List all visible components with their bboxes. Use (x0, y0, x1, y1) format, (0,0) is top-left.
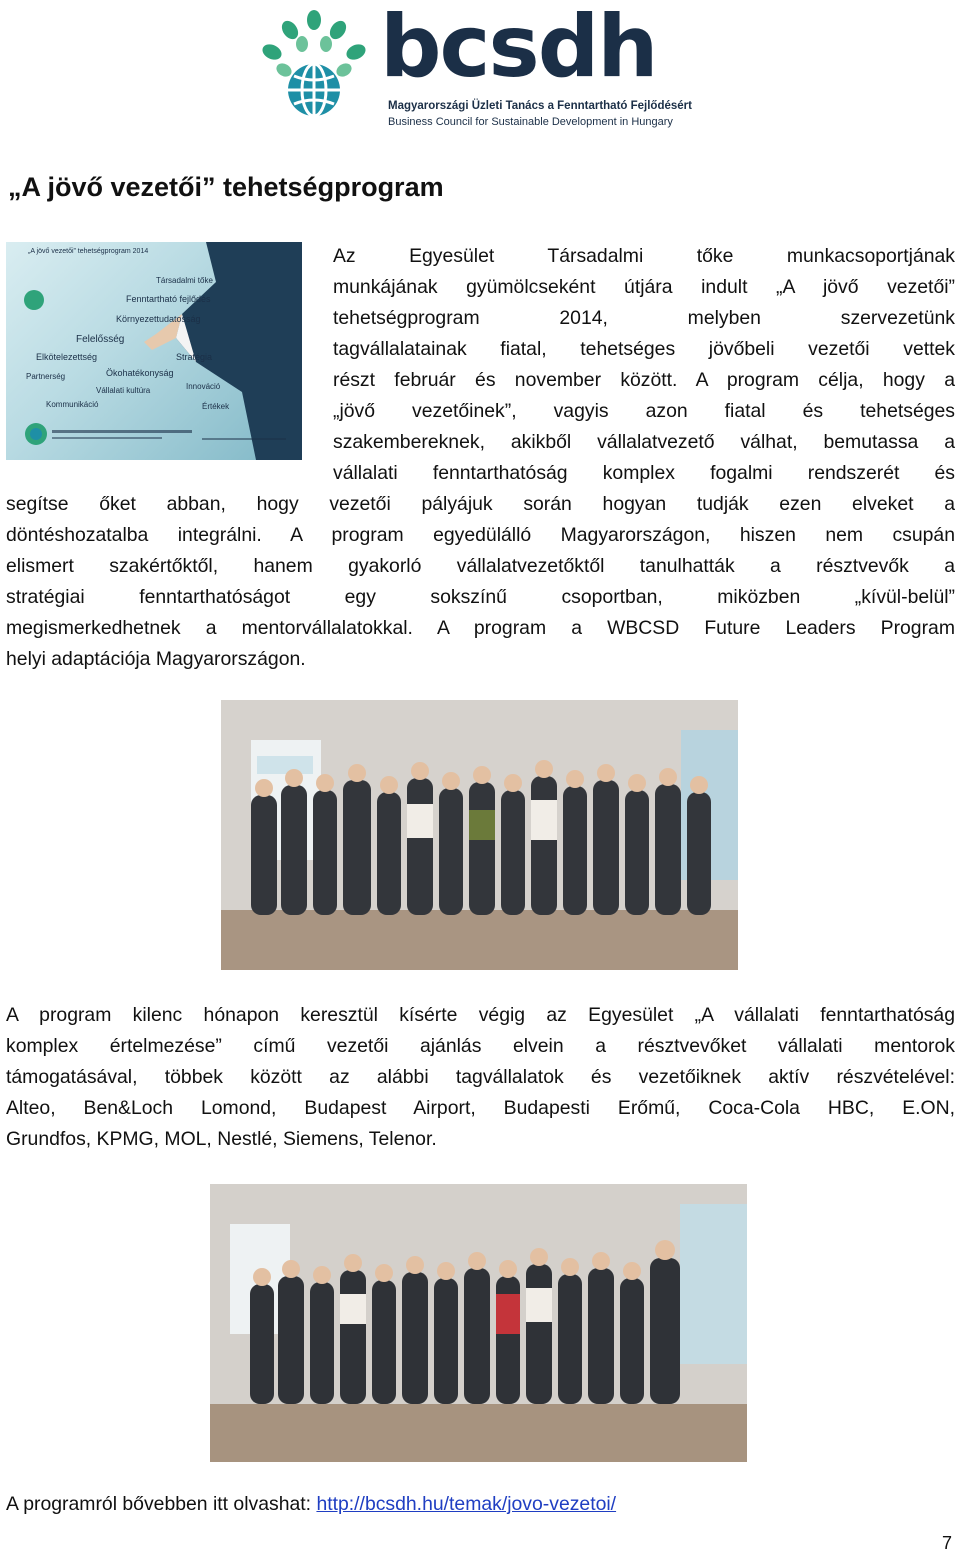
text-line: döntéshozatalba integrálni. A program egyedülálló Magyarországon, hiszen nem csupán (6, 524, 955, 546)
banner-word: Fenntartható fejlődés (126, 294, 211, 304)
banner-word: Társadalmi tőke (156, 276, 213, 285)
text-line: munkájának gyümölcseként útjára indult „A jövő vezetői” (333, 276, 955, 298)
logo-subtitle-en: Business Council for Sustainable Development in Hungary (388, 116, 673, 128)
program-banner-image (6, 242, 302, 460)
text-line: Alteo, Ben&Loch Lomond, Budapest Airport, Budapesti Erőmű, Coca-Cola HBC, E.ON, (6, 1097, 955, 1119)
banner-word: Elkötelezettség (36, 352, 98, 362)
text-line: tehetségprogram 2014, melyben szervezetünk (333, 307, 955, 329)
text-line: Az Egyesület Társadalmi tőke munkacsoportjának (333, 245, 955, 267)
banner-title: „A jövő vezetői” tehetségprogram 2014 (28, 248, 149, 255)
text-line: részt február és november között. A program célja, hogy a (333, 369, 955, 391)
text-line: elismert szakértőktől, hanem gyakorló vállalatvezetőktől tanulhatták a résztvevők a (6, 555, 955, 577)
more-info-lead: A programról bővebben itt olvashat: (6, 1493, 317, 1515)
text-line: vállalati fenntarthatóság komplex fogalmi rendszerét és (333, 462, 955, 484)
logo-wordmark: bcsdh (380, 0, 657, 97)
banner-word: Értékek (202, 402, 230, 411)
text-line: szakembereknek, akikből vállalatvezető válhat, bemutassa a (333, 431, 955, 453)
text-line: komplex értelmezése” című vezetői ajánlás elvein a résztvevőket vállalati mentorok (6, 1035, 955, 1057)
page-number: 7 (941, 1533, 952, 1553)
tree-logo-icon (250, 8, 378, 130)
text-line: támogatásával, többek között az alábbi tagvállalatok és vezetőiknek aktív részvételével: (6, 1066, 955, 1088)
paragraph-1-wrapped (333, 241, 955, 489)
bcsdh-logo (250, 0, 720, 130)
paragraph-2 (6, 1000, 955, 1155)
more-info-line (6, 1493, 616, 1516)
text-line: segítse őket abban, hogy vezetői pályájuk során hogyan tudják ezen elveket a (6, 493, 955, 515)
banner-word: Ökohatékonyság (106, 368, 174, 378)
text-line: tagvállalatainak fiatal, tehetséges jövőbeli vezetői vettek (333, 338, 955, 360)
page-title: „A jövő vezetői” tehetségprogram (8, 172, 444, 202)
banner-word: Innováció (186, 382, 221, 391)
banner-word: Kommunikáció (46, 400, 99, 409)
logo-subtitle-hu: Magyarországi Üzleti Tanács a Fenntartható Fejlődésért (388, 100, 692, 112)
text-line: „jövő vezetőinek”, vagyis azon fiatal és tehetséges (333, 400, 955, 422)
banner-word: Felelősség (76, 334, 125, 345)
banner-word: Vállalati kultúra (96, 386, 151, 395)
banner-word: Partnerség (26, 372, 66, 381)
text-line: A program kilenc hónapon keresztül kísérte végig az Egyesület „A vállalati fenntarthatóság (6, 1004, 955, 1026)
banner-word: Környezettudatosság (116, 314, 201, 324)
paragraph-1-continued (6, 489, 955, 675)
text-line: Grundfos, KPMG, MOL, Nestlé, Siemens, Telenor. (6, 1128, 437, 1150)
group-photo-1 (221, 700, 738, 970)
program-link[interactable]: http://bcsdh.hu/temak/jovo-vezetoi/ (316, 1493, 617, 1515)
text-line: stratégiai fenntarthatóságot egy sokszínű csoportban, miközben „kívül-belül” (6, 586, 955, 608)
text-line: megismerkedhetnek a mentorvállalatokkal. A program a WBCSD Future Leaders Program (6, 617, 955, 639)
text-line: helyi adaptációja Magyarországon. (6, 648, 306, 670)
banner-word: Stratégia (176, 352, 213, 362)
group-photo-2 (210, 1184, 747, 1462)
